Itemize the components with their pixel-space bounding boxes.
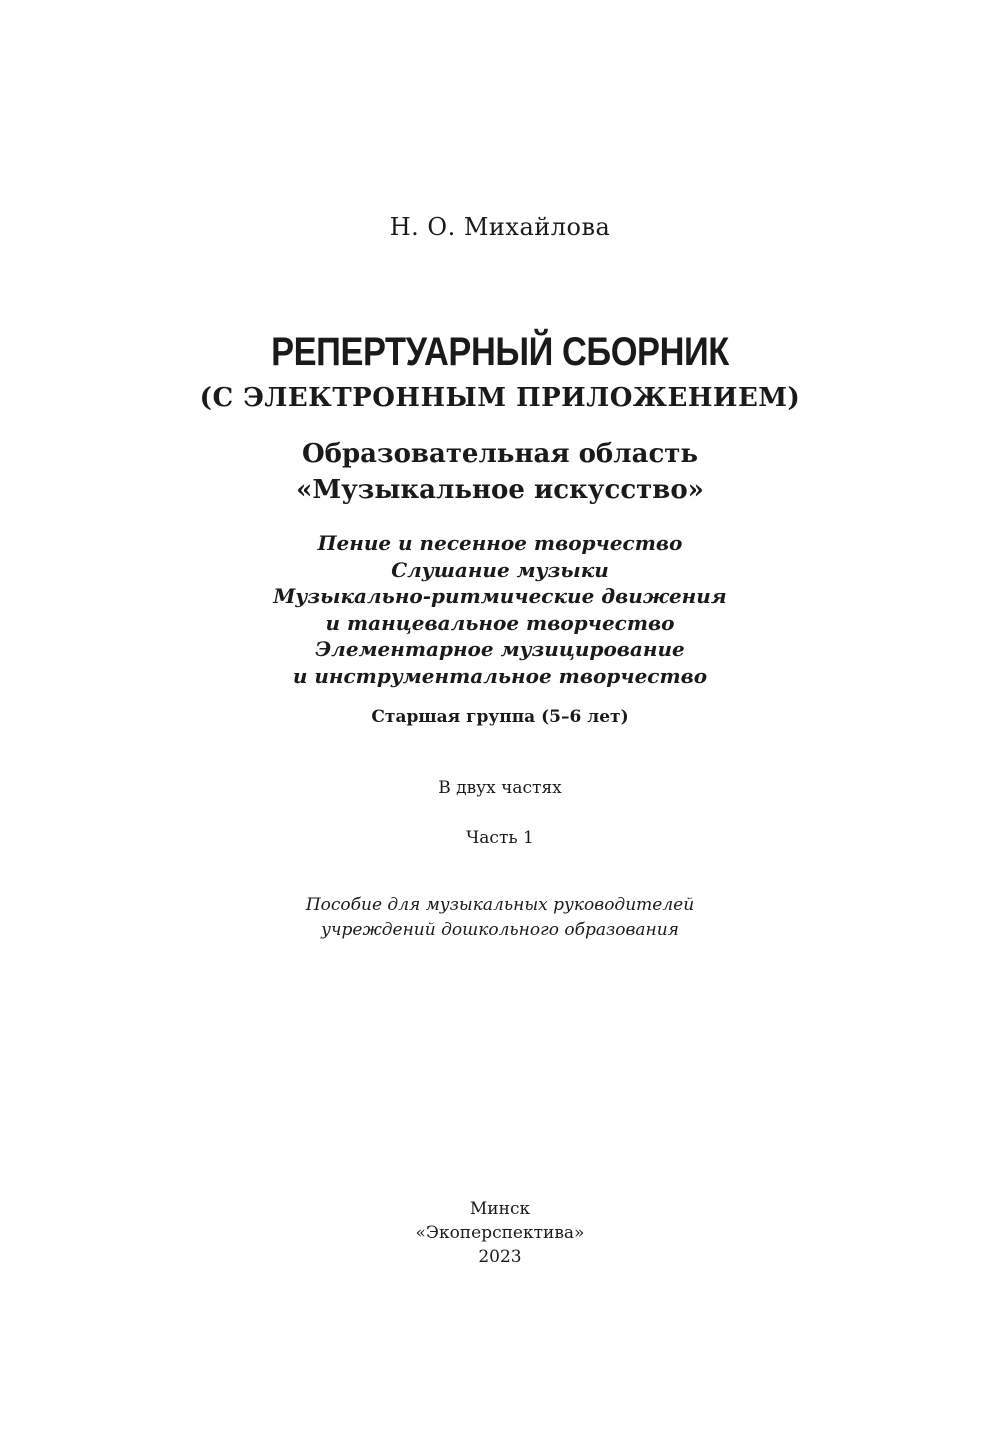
book-subtitle: (С ЭЛЕКТРОННЫМ ПРИЛОЖЕНИЕМ) (199, 383, 801, 413)
part-number: Часть 1 (466, 828, 534, 848)
imprint-publisher: «Экоперспектива» (415, 1223, 585, 1243)
educational-area-name: «Музыкальное искусство» (296, 475, 704, 505)
purpose-line: Пособие для музыкальных руководителей (305, 895, 695, 915)
author-name: Н. О. Михайлова (389, 213, 611, 241)
topic-item: Пение и песенное творчество (317, 531, 683, 555)
purpose-statement (0, 893, 1000, 943)
book-title: РЕПЕРТУАРНЫЙ СБОРНИК (271, 330, 729, 374)
educational-area-label: Образовательная область (301, 439, 699, 469)
topic-item: и танцевальное творчество (325, 610, 675, 635)
imprint-city: Минск (469, 1199, 531, 1219)
topic-item: Элементарное музицирование (315, 637, 685, 661)
purpose-line: учреждений дошкольного образования (321, 920, 679, 940)
topic-item: Слушание музыки (391, 557, 609, 582)
topic-item: и инструментальное творчество (292, 663, 708, 688)
topics-list (0, 530, 1000, 689)
age-group: Старшая группа (5–6 лет) (371, 707, 629, 727)
imprint (0, 1197, 1000, 1269)
topic-item: Музыкально-ритмические движения (273, 584, 727, 608)
parts-note: В двух частях (438, 778, 562, 798)
imprint-year: 2023 (478, 1247, 522, 1267)
